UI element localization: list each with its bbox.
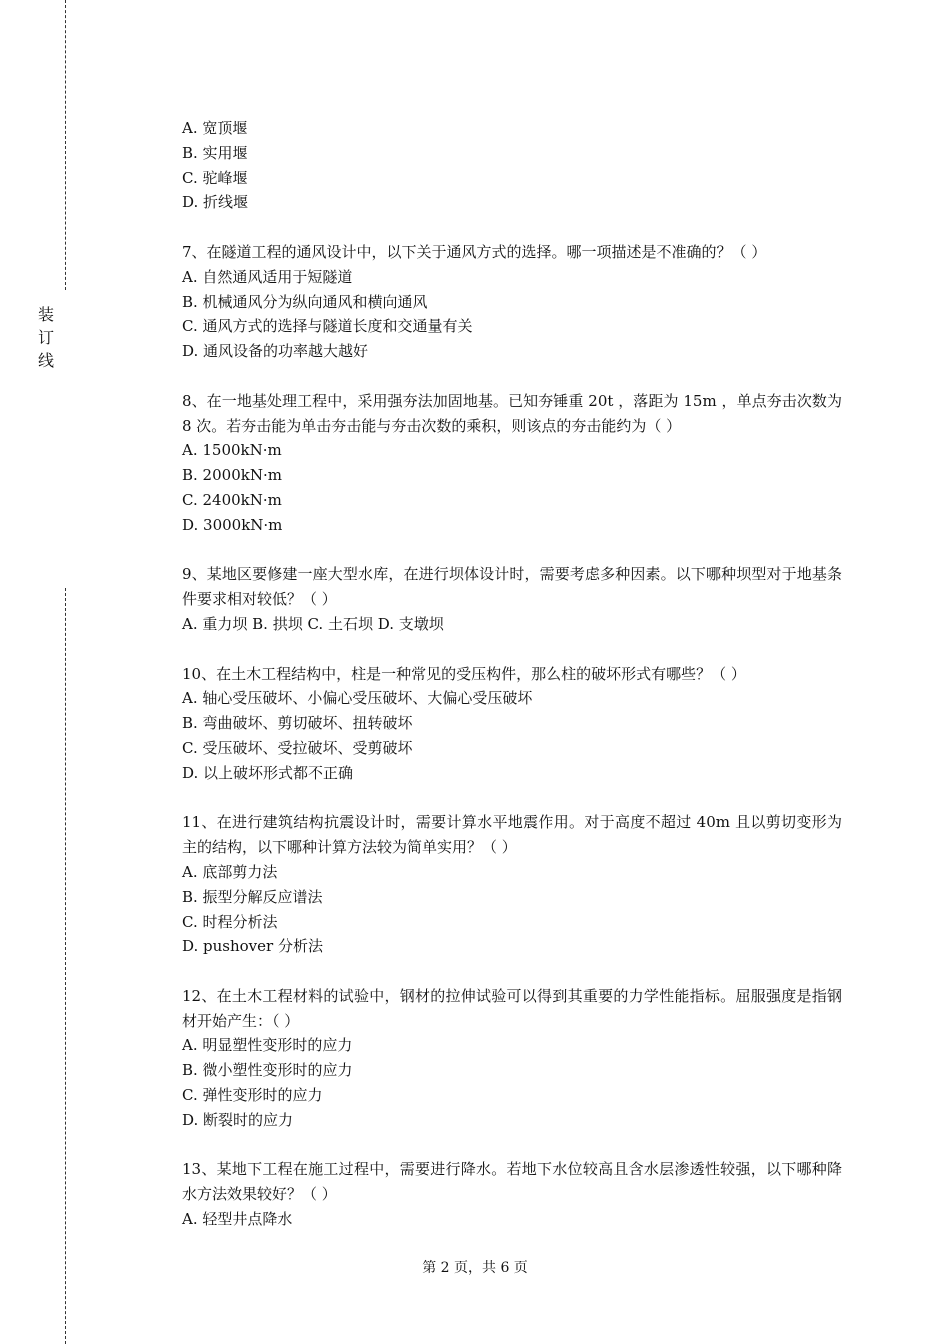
option: B. 实用堰: [182, 143, 248, 162]
question-stem: 10、在土木工程结构中，柱是一种常见的受压构件，那么柱的破坏形式有哪些？（ ）: [182, 664, 746, 683]
question-stem: 11、在进行建筑结构抗震设计时，需要计算水平地震作用。对于高度不超过 40m 且以剪切变形为主的结构，以下哪种计算方法较为简单实用？（ ）: [182, 813, 842, 857]
option: C. 受压破坏、受拉破坏、受剪破坏: [182, 738, 413, 757]
question-stem: 7、在隧道工程的通风设计中，以下关于通风方式的选择。哪一项描述是不准确的？（ ）: [182, 242, 767, 261]
binding-label-char: 装: [37, 305, 54, 324]
option: D. 通风设备的功率越大越好: [182, 342, 369, 361]
option: C. 驼峰堰: [182, 168, 248, 187]
question-8: [182, 389, 842, 538]
option: B. 2000kN·m: [182, 466, 282, 485]
binding-line-top: [65, 0, 66, 290]
option: C. 时程分析法: [182, 912, 278, 931]
option: A. 自然通风适用于短隧道: [182, 267, 353, 286]
option: D. pushover 分析法: [182, 937, 323, 956]
question-stem: 8、在一地基处理工程中，采用强夯法加固地基。已知夯锤重 20t ，落距为 15m ，单点夯击次数为 8 次。若夯击能为单击夯击能与夯击次数的乘积，则该点的夯击能约为（ ）: [182, 391, 842, 435]
question-content: [182, 116, 842, 1257]
question-12: [182, 984, 842, 1133]
option: B. 微小塑性变形时的应力: [182, 1061, 353, 1080]
question-stem: 9、某地区要修建一座大型水库，在进行坝体设计时，需要考虑多种因素。以下哪种坝型对于地基条件要求相对较低？（ ）: [182, 565, 842, 609]
option: A. 轻型井点降水: [182, 1210, 293, 1229]
option: B. 弯曲破坏、剪切破坏、扭转破坏: [182, 714, 413, 733]
option: A. 明显塑性变形时的应力: [182, 1036, 353, 1055]
option: D. 断裂时的应力: [182, 1110, 294, 1129]
question-13: [182, 1157, 842, 1231]
option: C. 2400kN·m: [182, 490, 282, 509]
question-10: [182, 662, 842, 786]
binding-label-char: 订: [37, 328, 54, 347]
option: D. 折线堰: [182, 193, 249, 212]
option: B. 振型分解反应谱法: [182, 887, 323, 906]
page-footer: 第 2 页，共 6 页: [422, 1260, 528, 1276]
option: A. 底部剪力法: [182, 862, 278, 881]
binding-line-bottom: [65, 588, 66, 1344]
question-11: [182, 810, 842, 959]
binding-label-char: 线: [37, 351, 54, 370]
binding-label: [36, 303, 56, 372]
option: C. 弹性变形时的应力: [182, 1086, 323, 1105]
question-stem: 13、某地下工程在施工过程中，需要进行降水。若地下水位较高且含水层渗透性较强，以下哪种降水方法效果较好？（ ）: [182, 1160, 842, 1204]
question-stem: 12、在土木工程材料的试验中，钢材的拉伸试验可以得到其重要的力学性能指标。屈服强度是指钢材开始产生：（ ）: [182, 986, 842, 1030]
option: A. 1500kN·m: [182, 441, 282, 460]
option: D. 3000kN·m: [182, 515, 283, 534]
option: A. 重力坝 B. 拱坝 C. 土石坝 D. 支墩坝: [182, 614, 444, 633]
option: B. 机械通风分为纵向通风和横向通风: [182, 292, 428, 311]
continued-options: [182, 116, 842, 215]
option: A. 宽顶堰: [182, 119, 248, 137]
option: D. 以上破坏形式都不正确: [182, 763, 354, 782]
option: A. 轴心受压破坏、小偏心受压破坏、大偏心受压破坏: [182, 689, 533, 708]
option: C. 通风方式的选择与隧道长度和交通量有关: [182, 317, 473, 336]
question-9: [182, 562, 842, 636]
question-7: [182, 240, 842, 364]
